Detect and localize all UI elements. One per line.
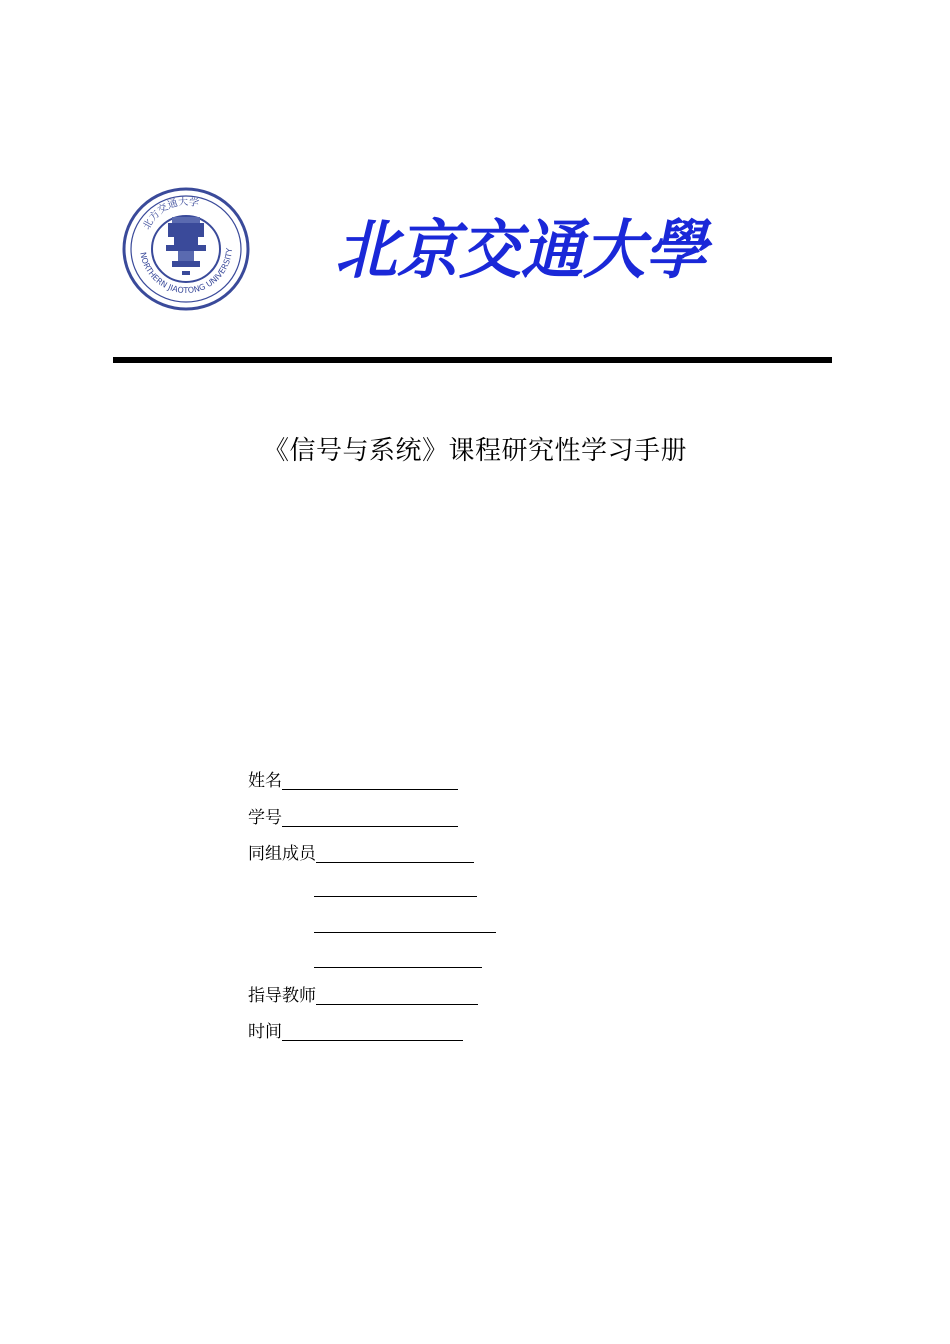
group-member-row-3: [314, 914, 496, 935]
seal-top-text: 北方交通大学: [141, 196, 200, 232]
advisor-label: 指导教师: [248, 986, 316, 1006]
student-id-row: [248, 807, 458, 829]
group-member-field-line-1[interactable]: [316, 844, 474, 863]
group-member-field-line-3[interactable]: [314, 914, 496, 933]
time-field-line[interactable]: [282, 1022, 463, 1041]
name-label: 姓名: [248, 771, 282, 791]
advisor-row: [248, 985, 478, 1007]
time-row: [248, 1021, 463, 1043]
university-name-text: 北京交通大學: [335, 213, 713, 288]
group-member-row-2: [314, 878, 477, 899]
student-id-label: 学号: [248, 808, 282, 828]
group-member-field-line-2[interactable]: [314, 878, 477, 897]
header-divider: [113, 357, 832, 363]
university-seal: [122, 187, 250, 311]
group-members-label: 同组成员: [248, 844, 316, 864]
seal-bottom-text: NORTHERN JIAOTONG UNIVERSITY: [138, 247, 235, 296]
group-members-row: [248, 843, 474, 865]
student-id-field-line[interactable]: [282, 808, 458, 827]
name-field-line[interactable]: [282, 771, 458, 790]
document-title: 《信号与系统》课程研究性学习手册: [262, 436, 687, 466]
group-member-field-line-4[interactable]: [314, 949, 482, 968]
group-member-row-4: [314, 949, 482, 970]
advisor-field-line[interactable]: [316, 986, 478, 1005]
time-label: 时间: [248, 1022, 282, 1042]
name-row: [248, 770, 458, 792]
university-name-calligraphy: [335, 200, 715, 295]
